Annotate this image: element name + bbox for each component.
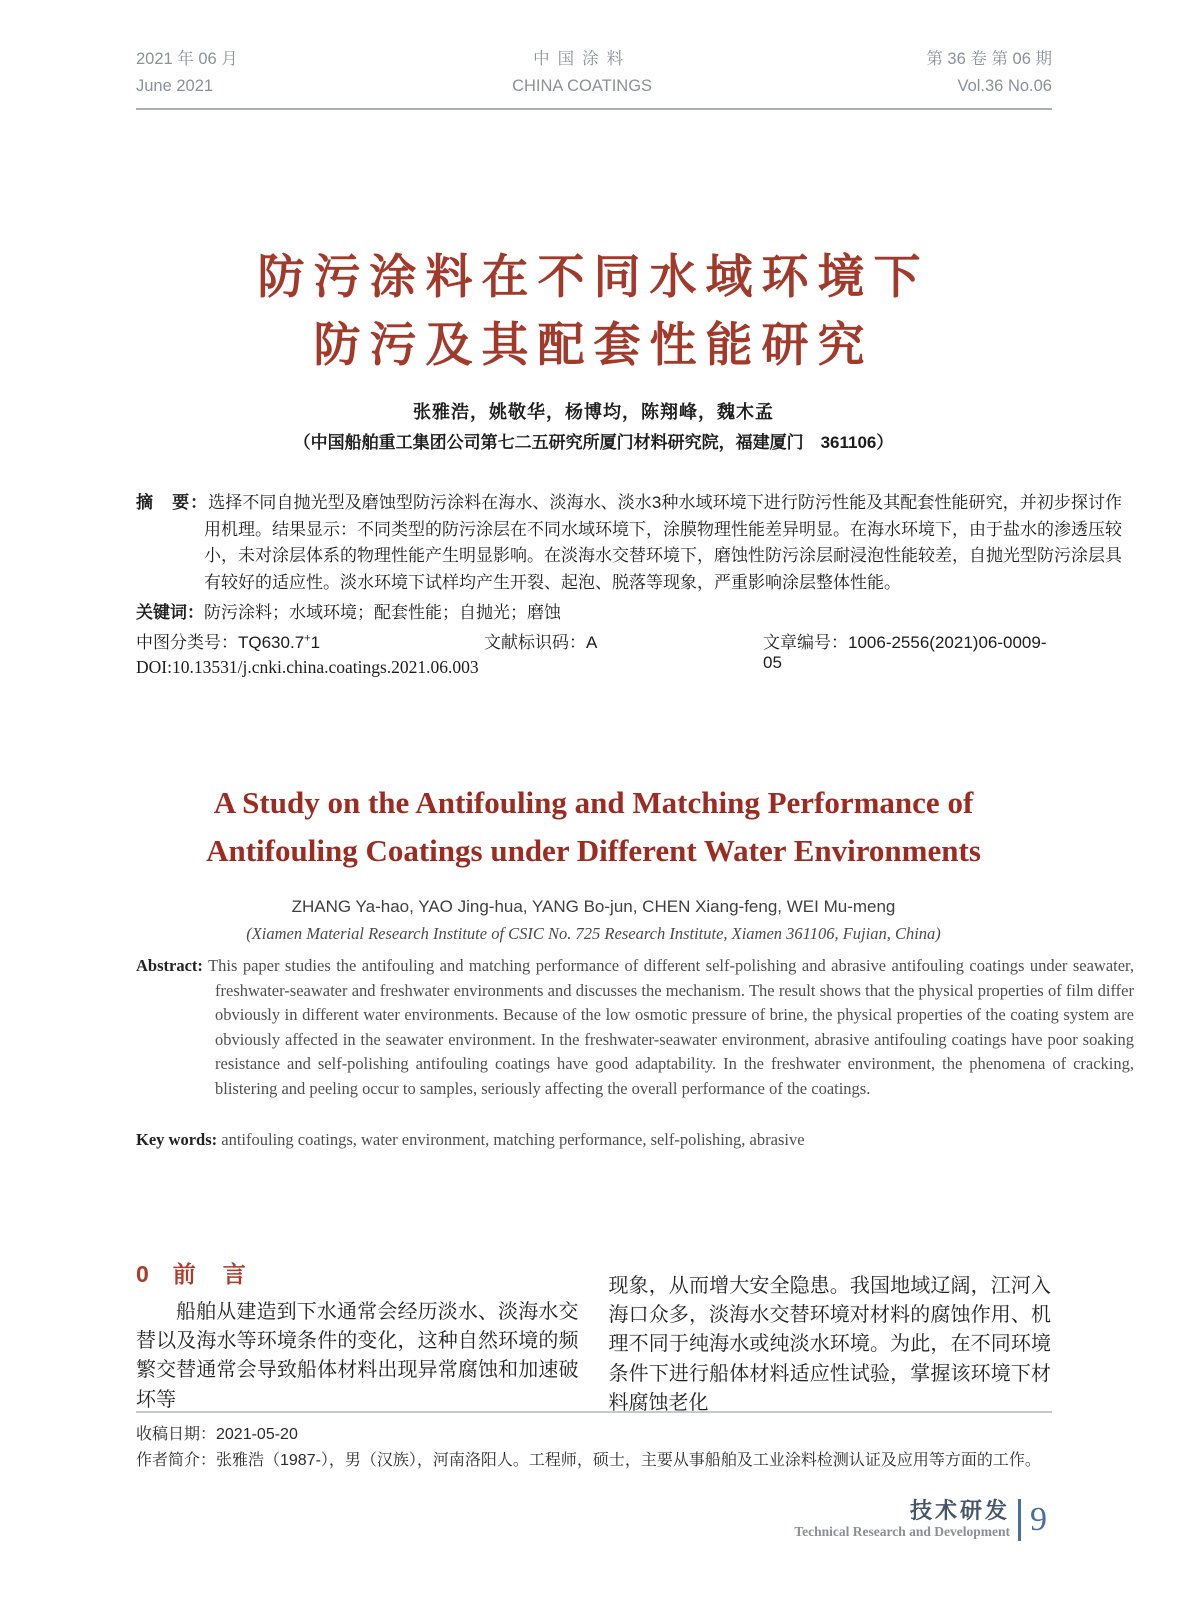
running-head: [136, 46, 1052, 110]
footer-section: [794, 1499, 1010, 1541]
issue-cn: 第 36 卷 第 06 期: [926, 50, 1052, 68]
body-column-right: [609, 1256, 1052, 1418]
authors-cn: 张雅浩，姚敬华，杨博均，陈翔峰，魏木孟: [413, 402, 774, 422]
article-title-cn-line2: 防污及其配套性能研究: [313, 318, 874, 372]
doi: DOI:10.13531/j.cnki.china.coatings.2021.06.003: [136, 657, 479, 677]
article-title-en-line2: Antifouling Coatings under Different Water Environments: [206, 833, 981, 869]
authors-en: ZHANG Ya-hao, YAO Jing-hua, YANG Bo-jun, CHEN Xiang-feng, WEI Mu-meng: [291, 897, 896, 916]
footnote-received-date: 收稿日期：2021-05-20: [136, 1426, 298, 1443]
keywords-en-text: antifouling coatings, water environment, matching performance, self-polishing, abrasive: [221, 1130, 805, 1149]
body-paragraph-left: 船舶从建造到下水通常会经历淡水、淡海水交替以及海水等环境条件的变化，这种自然环境的频繁交替通常会导致船体材料出现异常腐蚀和加速破坏等: [136, 1301, 579, 1411]
issue-en: Vol.36 No.06: [957, 76, 1052, 95]
article-title-en: [0, 779, 1187, 875]
section-heading: [136, 1256, 579, 1289]
footer-section-cn: 技术研发: [909, 1498, 1010, 1524]
footnote-divider: [136, 1411, 1052, 1413]
running-head-date: [136, 46, 238, 99]
journal-name-cn: 中国涂料: [533, 50, 632, 68]
date-en: June 2021: [136, 76, 214, 95]
body-columns: [136, 1256, 1051, 1418]
running-head-journal: [512, 46, 652, 99]
footnote-author-bio: 作者简介：张雅浩（1987-），男（汉族），河南洛阳人。工程师，硕士，主要从事船舶及工业涂料检测认证及应用等方面的工作。: [136, 1452, 1041, 1469]
abstract-en-text: This paper studies the antifouling and matching performance of different self-polishing and abrasive antifouling coatings under seawater, freshwater-seawater and freshwater environments and discusses the mechanism. The result shows that the physical properties of film differ obviously in different water environments. Because of the low osmotic pressure of brine, the physical properties of the coating system are obviously affected in the seawater environment. In the freshwater-seawater environment, abrasive antifouling coatings have poor soaking resistance and self-polishing antifouling coatings have good adaptability. In the freshwater environment, the phenomena of cracking, blistering and peeling occur to samples, seriously affecting the overall performance of the coatings.: [208, 956, 1135, 1098]
abstract-en-label: Abstract:: [136, 956, 203, 975]
footer-divider-bar: [1018, 1499, 1021, 1541]
abstract-cn: [136, 490, 1122, 596]
abstract-cn-text: 选择不同自抛光型及磨蚀型防污涂料在海水、淡海水、淡水3种水域环境下进行防污性能及其配套性能研究，并初步探讨作用机理。结果显示：不同类型的防污涂层在不同水域环境下，涂膜物理性能差异明显。在海水环境下，由于盐水的渗透压较小，未对涂层体系的物理性能产生明显影响。在淡海水交替环境下，磨蚀性防污涂层耐浸泡性能较差，自抛光型防污涂层具有较好的适应性。淡水环境下试样均产生开裂、起泡、脱落等现象，严重影响涂层整体性能。: [204, 493, 1123, 592]
article-title-cn-line1: 防污涂料在不同水域环境下: [257, 250, 930, 303]
article-title-cn: [0, 243, 1187, 379]
page-footer: [794, 1499, 1047, 1541]
running-head-issue: [926, 46, 1052, 99]
keywords-cn-text: 防污涂料；水域环境；配套性能；自抛光；磨蚀: [204, 603, 561, 622]
keywords-cn-label: 关键词：: [136, 603, 204, 622]
abstract-cn-label: 摘 要：: [136, 493, 209, 512]
affiliation-cn: （中国船舶重工集团公司第七二五研究所厦门材料研究院，福建厦门 361106）: [293, 433, 894, 452]
keywords-en: [136, 1130, 1055, 1150]
section-number: 0: [136, 1261, 149, 1287]
keywords-cn: [136, 598, 1054, 623]
affiliation-en: (Xiamen Material Research Institute of CSIC No. 725 Research Institute, Xiamen 361106, Fujian, China): [246, 924, 941, 943]
article-number: 文章编号：1006-2556(2021)06-0009-05: [763, 633, 1047, 672]
journal-name-en: CHINA COATINGS: [512, 76, 653, 95]
clc-superscript: +: [304, 632, 311, 645]
body-column-left: [136, 1256, 579, 1418]
clc-number: 中图分类号：TQ630.7+1: [136, 632, 321, 652]
keywords-en-label: Key words:: [136, 1130, 218, 1149]
document-code: 文献标识码：A: [484, 633, 598, 652]
abstract-en: [136, 954, 1134, 1101]
section-title: 前 言: [172, 1261, 248, 1287]
date-cn: 2021 年 06 月: [136, 50, 238, 68]
body-paragraph-right: 现象，从而增大安全隐患。我国地域辽阔，江河入海口众多，淡海水交替环境对材料的腐蚀作用、机理不同于纯海水或纯淡水环境。为此，在不同环境条件下进行船体材料适应性试验，掌握该环境下材料腐蚀老化: [608, 1275, 1051, 1414]
page-number: 9: [1030, 1501, 1047, 1538]
footer-section-en: Technical Research and Development: [794, 1524, 1010, 1540]
article-title-en-line1: A Study on the Antifouling and Matching Performance of: [213, 785, 974, 820]
